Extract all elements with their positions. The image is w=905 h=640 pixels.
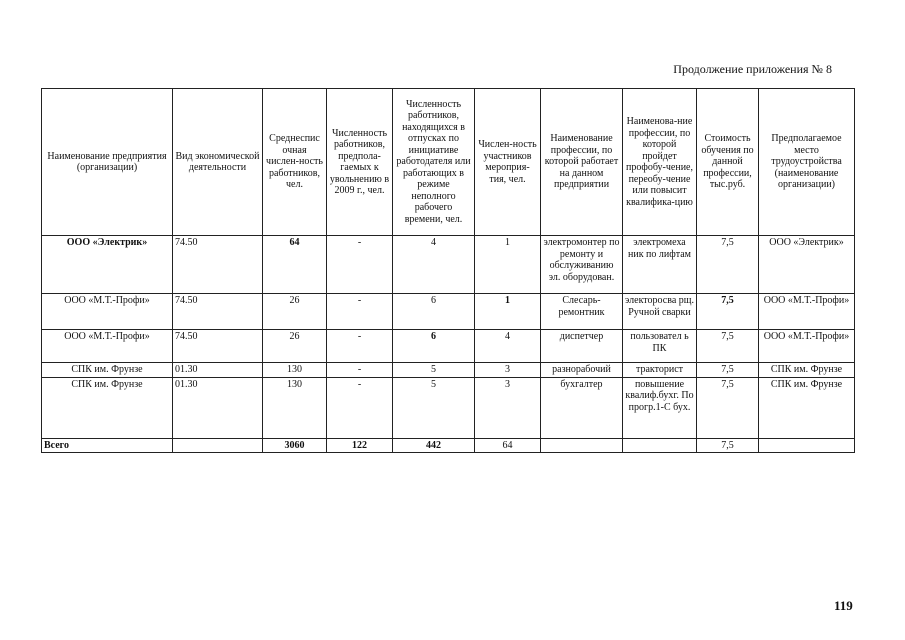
table-cell: - <box>327 294 393 330</box>
header-cell: Среднеспис очная числен-ность работников, чел. <box>263 89 327 236</box>
table-cell: 1 <box>475 236 541 294</box>
table-cell: 7,5 <box>697 330 759 363</box>
table-cell: повышение квалиф.бухг. По прогр.1-С бух. <box>623 377 697 438</box>
header-cell: Наименова-ние профессии, по которой пройдет профобу-чение, переобу-чение или повысит квалифика-цию <box>623 89 697 236</box>
table-cell: тракторист <box>623 363 697 378</box>
table-cell: ООО «М.Т.-Профи» <box>759 330 855 363</box>
table-cell: ООО «Электрик» <box>759 236 855 294</box>
table-cell: 7,5 <box>697 294 759 330</box>
table-cell <box>623 438 697 453</box>
table-row <box>42 377 855 438</box>
table-row <box>42 294 855 330</box>
page-number: 119 <box>834 598 853 613</box>
header-cell: Предполагаемое место трудоустройства (наименование организации) <box>759 89 855 236</box>
table-cell: 7,5 <box>697 377 759 438</box>
table-cell: разнорабочий <box>541 363 623 378</box>
table-cell: ООО «М.Т.-Профи» <box>42 294 173 330</box>
table-cell: СПК им. Фрунзе <box>42 377 173 438</box>
table-cell: 3 <box>475 363 541 378</box>
table-cell: 3 <box>475 377 541 438</box>
table-cell: СПК им. Фрунзе <box>759 377 855 438</box>
table-cell <box>173 438 263 453</box>
table-cell: 74.50 <box>173 236 263 294</box>
total-row <box>42 438 855 453</box>
header-cell: Вид экономической деятельности <box>173 89 263 236</box>
table-cell: 3060 <box>263 438 327 453</box>
table-cell: 5 <box>393 363 475 378</box>
table-cell: 74.50 <box>173 294 263 330</box>
table-row <box>42 363 855 378</box>
table-cell: 26 <box>263 294 327 330</box>
table-cell: 74.50 <box>173 330 263 363</box>
table-cell: 4 <box>393 236 475 294</box>
table-cell: диспетчер <box>541 330 623 363</box>
table-cell: ООО «М.Т.-Профи» <box>42 330 173 363</box>
table-cell: 6 <box>393 330 475 363</box>
table-cell: 5 <box>393 377 475 438</box>
table-row <box>42 236 855 294</box>
table-cell: 7,5 <box>697 438 759 453</box>
table-cell: 26 <box>263 330 327 363</box>
table-cell: электромонтер по ремонту и обслуживанию эл. оборудован. <box>541 236 623 294</box>
header-cell: Численность работников, предпола-гаемых к увольнению в 2009 г., чел. <box>327 89 393 236</box>
data-table <box>41 88 855 453</box>
table-cell: - <box>327 236 393 294</box>
table-cell: ООО «Электрик» <box>42 236 173 294</box>
table-cell: 1 <box>475 294 541 330</box>
table-cell: - <box>327 363 393 378</box>
table-cell: СПК им. Фрунзе <box>759 363 855 378</box>
table-cell: 01.30 <box>173 377 263 438</box>
table-cell: Слесарь-ремонтник <box>541 294 623 330</box>
table-row <box>42 330 855 363</box>
table-cell: 4 <box>475 330 541 363</box>
table-cell: 130 <box>263 377 327 438</box>
table-cell: 64 <box>263 236 327 294</box>
table-cell: ООО «М.Т.-Профи» <box>759 294 855 330</box>
header-row <box>42 89 855 236</box>
header-cell: Наименование предприятия (организации) <box>42 89 173 236</box>
table-cell <box>759 438 855 453</box>
table-cell: 6 <box>393 294 475 330</box>
table-cell: 01.30 <box>173 363 263 378</box>
table-cell: - <box>327 330 393 363</box>
table-cell: пользовател ь ПК <box>623 330 697 363</box>
table-cell: 7,5 <box>697 236 759 294</box>
table-cell: 7,5 <box>697 363 759 378</box>
table-cell: бухгалтер <box>541 377 623 438</box>
table-cell: электромеха ник по лифтам <box>623 236 697 294</box>
table-cell: 442 <box>393 438 475 453</box>
header-cell: Стоимость обучения по данной профессии, тыс.руб. <box>697 89 759 236</box>
table-cell: СПК им. Фрунзе <box>42 363 173 378</box>
table-cell: - <box>327 377 393 438</box>
table-cell: электоросва рщ. Ручной сварки <box>623 294 697 330</box>
table-cell: 130 <box>263 363 327 378</box>
total-label: Всего <box>42 438 173 453</box>
header-cell: Числен-ность участников мероприя-тия, чел. <box>475 89 541 236</box>
table-cell <box>541 438 623 453</box>
appendix-caption: Продолжение приложения № 8 <box>673 62 832 76</box>
header-cell: Численность работников, находящихся в отпусках по инициативе работодателя или работающих в режиме неполного рабочего времени, чел. <box>393 89 475 236</box>
table-cell: 122 <box>327 438 393 453</box>
header-cell: Наименование профессии, по которой работает на данном предприятии <box>541 89 623 236</box>
table-cell: 64 <box>475 438 541 453</box>
